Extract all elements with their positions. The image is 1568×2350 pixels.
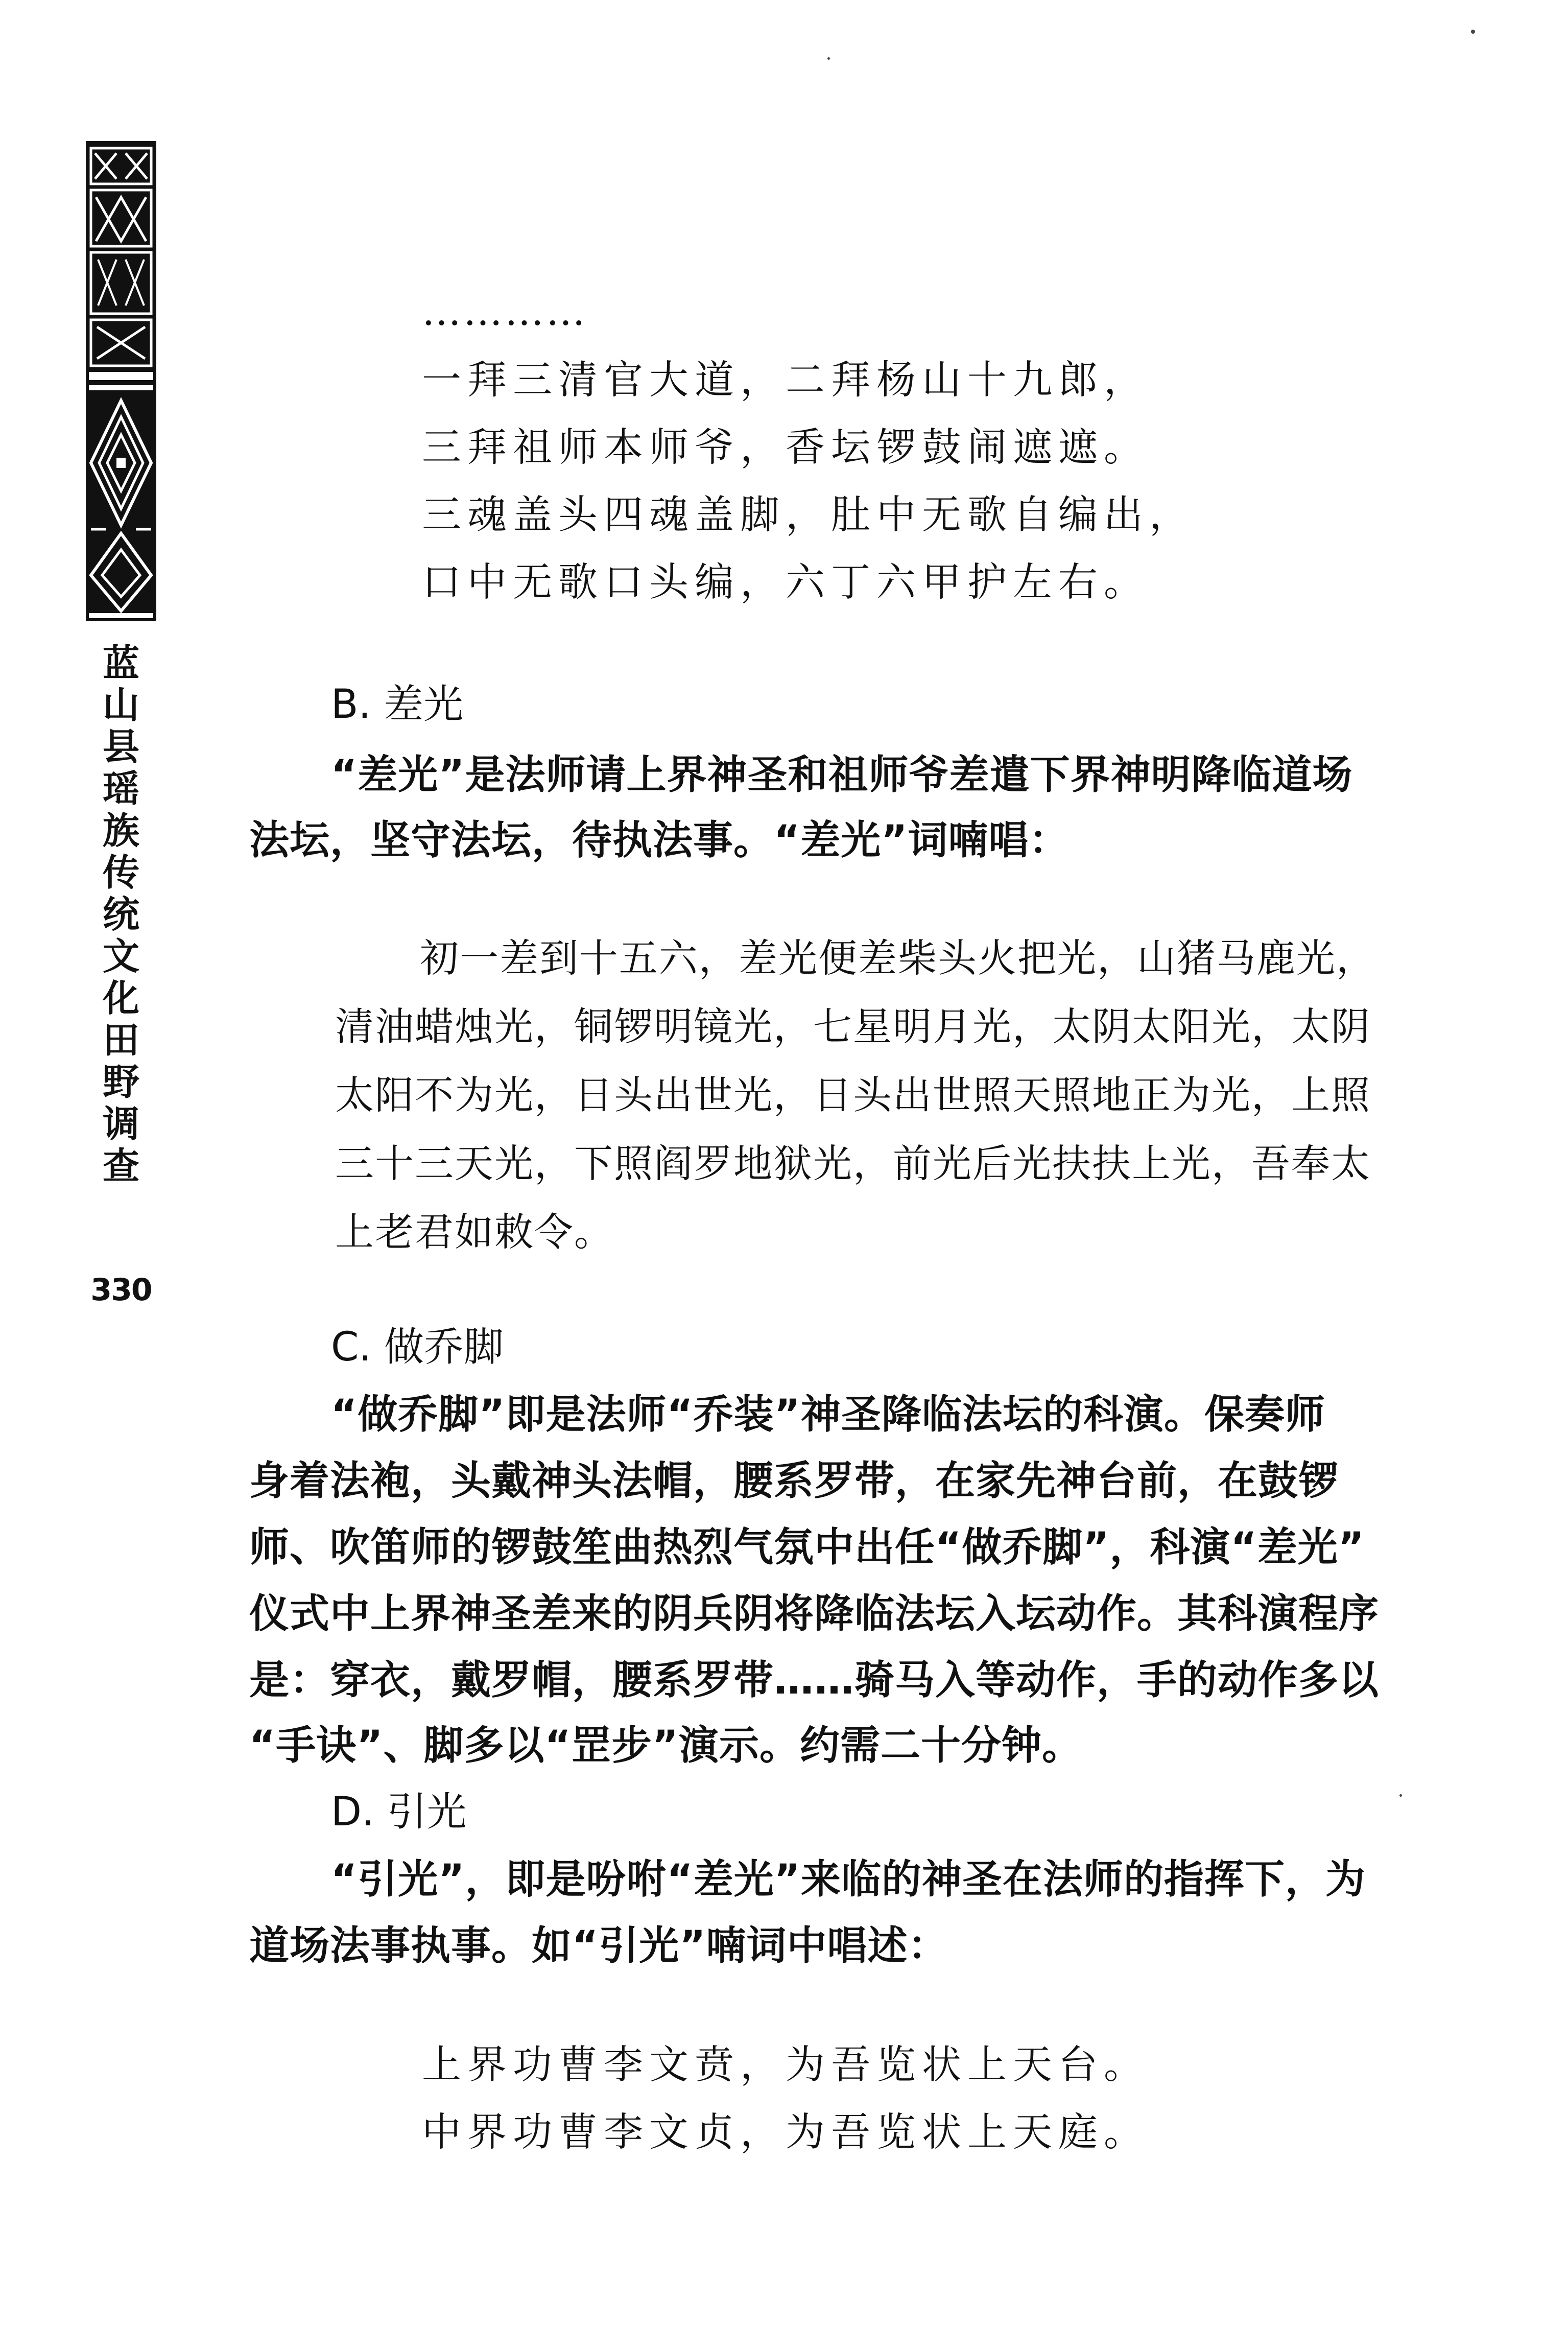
title-char: 田 [102, 1019, 139, 1062]
scan-speck [1471, 30, 1475, 34]
chant-line: 初一差到十五六，差光便差柴头火把光，山猪马鹿光， [420, 935, 1376, 981]
title-char: 查 [102, 1144, 139, 1187]
verse-line: 三魂盖头四魂盖脚，肚中无歌自编出， [422, 492, 1195, 538]
title-char: 传 [102, 851, 139, 894]
decorative-band [86, 141, 156, 621]
paragraph-line: 道场法事执事。如“引光”喃词中唱述： [249, 1923, 948, 1969]
title-char: 蓝 [102, 642, 139, 685]
paragraph-line: “做乔脚”即是法师“乔装”神圣降临法坛的科演。保奏师 [331, 1392, 1326, 1438]
verse-line: 口中无歌口头编，六丁六甲护左右。 [422, 560, 1149, 605]
verse-line: 上界功曹李文贲，为吾览状上天台。 [422, 2042, 1149, 2088]
paragraph-line: 法坛，坚守法坛，待执法事。“差光”词喃唱： [249, 817, 1070, 863]
chant-line: 三十三天光，下照阎罗地狱光，前光后光扶扶上光，吾奉太 [335, 1141, 1371, 1186]
paragraph-line: 是：穿衣，戴罗帽，腰系罗带……骑马入等动作，手的动作多以 [249, 1657, 1380, 1703]
title-char: 野 [102, 1061, 139, 1103]
chant-line: 太阳不为光，日头出世光，日头出世照天照地正为光，上照 [335, 1072, 1371, 1118]
verse-line: 中界功曹李文贞，为吾览状上天庭。 [422, 2110, 1149, 2155]
verse-line: 一拜三清官大道，二拜杨山十九郎， [422, 358, 1149, 403]
section-heading: B. 差光 [331, 682, 464, 727]
paragraph-line: 身着法袍，头戴神头法帽，腰系罗带，在家先神台前，在鼓锣 [249, 1458, 1339, 1504]
section-heading: D. 引光 [331, 1789, 467, 1835]
paragraph-line: “差光”是法师请上界神圣和祖师爷差遣下界神明降临道场 [331, 752, 1353, 798]
woven-pattern-icon [86, 141, 156, 621]
title-char: 族 [102, 809, 139, 852]
ellipsis: ………… [422, 289, 587, 335]
paragraph-line: 师、吹笛师的锣鼓笙曲热烈气氛中出任“做乔脚”，科演“差光” [249, 1524, 1365, 1570]
verse-line: 三拜祖师本师爷，香坛锣鼓闹遮遮。 [422, 425, 1149, 471]
paragraph-line: “手诀”、脚多以“罡步”演示。约需二十分钟。 [249, 1723, 1083, 1769]
chant-line: 上老君如敕令。 [335, 1209, 614, 1255]
title-char: 化 [102, 977, 139, 1020]
title-char: 瑶 [102, 767, 139, 810]
chant-line: 清油蜡烛光，铜锣明镜光，七星明月光，太阴太阳光，太阴 [335, 1004, 1371, 1049]
scan-speck [827, 57, 830, 60]
paragraph-line: “引光”，即是吩咐“差光”来临的神圣在法师的指挥下，为 [331, 1857, 1366, 1902]
paragraph-line: 仪式中上界神圣差来的阴兵阴将降临法坛入坛动作。其科演程序 [249, 1591, 1380, 1637]
title-char: 统 [102, 893, 139, 936]
title-char: 文 [102, 935, 139, 978]
scan-speck [1399, 1794, 1402, 1797]
title-char: 山 [102, 684, 139, 726]
page-number: 330 [90, 1272, 152, 1308]
title-char: 县 [102, 725, 139, 768]
title-char: 调 [102, 1102, 139, 1145]
book-title-vertical [86, 642, 156, 1189]
section-heading: C. 做乔脚 [331, 1324, 504, 1370]
